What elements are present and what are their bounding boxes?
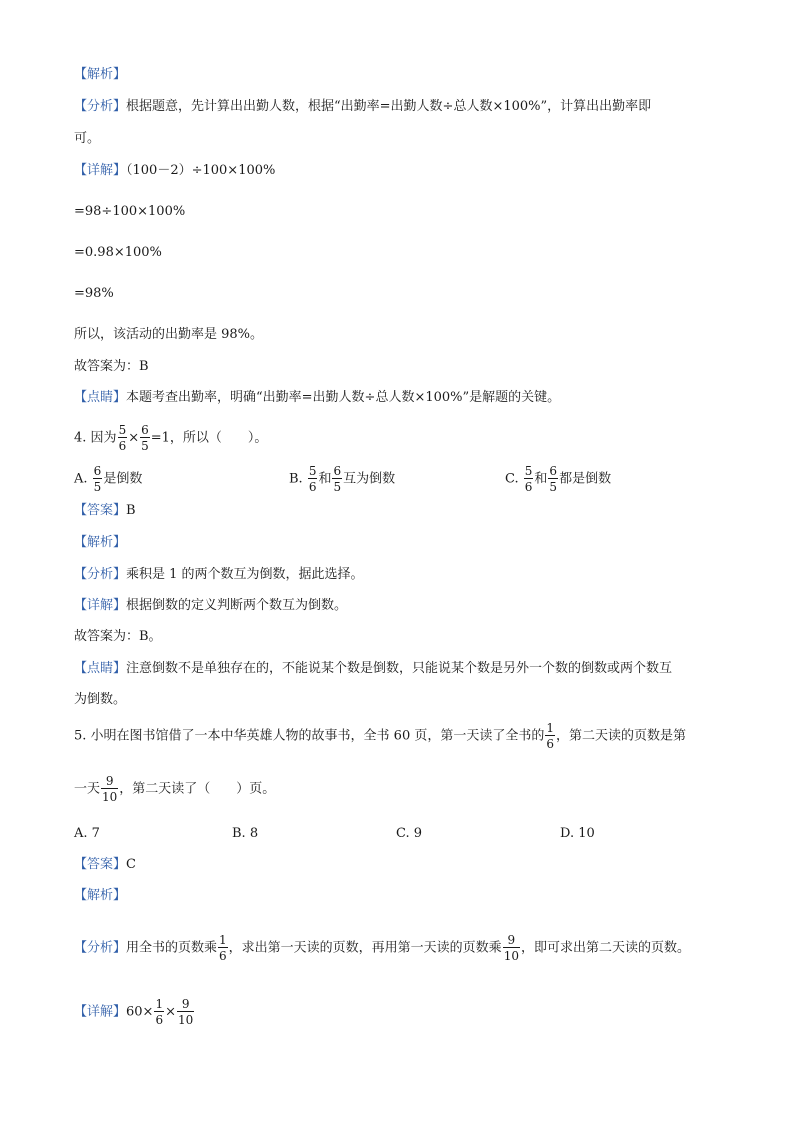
conclusion xyxy=(74,326,263,344)
detail-paragraph xyxy=(74,597,347,615)
denominator: 10 xyxy=(178,1013,194,1027)
fraction xyxy=(140,424,150,452)
calc-step-text: =0.98×100% xyxy=(74,245,162,260)
fraction xyxy=(93,465,103,493)
question-text: ，第二天读了（ ）页。 xyxy=(119,781,276,797)
numerator: 1 xyxy=(155,997,164,1011)
analysis-tag: 【解析】 xyxy=(74,888,127,903)
numerator: 9 xyxy=(503,934,520,948)
key-point-label: 【点睛】 xyxy=(74,390,127,405)
conjunction: 和 xyxy=(534,471,548,487)
key-point-text: 为倒数。 xyxy=(74,692,127,707)
option-label: A. xyxy=(74,471,88,487)
question-text: 小明在图书馆借了一本中华英雄人物的故事书，全书 60 页，第一天读了全书的 xyxy=(90,728,545,744)
calc-step xyxy=(74,203,185,221)
fraction xyxy=(101,775,118,803)
denominator: 6 xyxy=(155,1013,164,1027)
analysis-paragraph xyxy=(74,934,690,962)
detail-text: 根据倒数的定义判断两个数互为倒数。 xyxy=(126,598,348,613)
answer-text: 故答案为：B。 xyxy=(74,629,162,644)
option-c: C. 9 xyxy=(396,826,423,841)
detail-paragraph xyxy=(74,998,195,1026)
question-text: ，第二天读的页数是第 xyxy=(556,728,687,744)
detail-label: 【详解】 xyxy=(74,1004,127,1020)
denominator: 5 xyxy=(549,480,558,494)
question-5-stem-cont xyxy=(74,775,275,803)
analysis-tag: 【解析】 xyxy=(74,535,127,550)
option-d: D. 10 xyxy=(560,826,595,841)
answer-label: 【答案】 xyxy=(74,503,127,518)
fraction xyxy=(524,465,534,493)
numerator: 5 xyxy=(308,464,317,478)
analysis-text: 乘积是 1 的两个数互为倒数，据此选择。 xyxy=(126,567,364,582)
analysis-label: 【分析】 xyxy=(74,567,127,582)
question-text: 一天 xyxy=(74,781,101,797)
fraction xyxy=(154,998,164,1026)
conclusion-text: 所以，该活动的出勤率是 98%。 xyxy=(74,327,264,342)
analysis-text: 根据题意，先计算出出勤人数，根据“出勤率=出勤人数÷总人数×100%”，计算出出勤率即 xyxy=(126,99,652,114)
denominator: 5 xyxy=(93,480,102,494)
question-5-stem xyxy=(74,722,686,750)
detail-paragraph xyxy=(74,162,275,180)
analysis-text: 可。 xyxy=(74,131,101,146)
option-a: A. 7 xyxy=(74,826,100,841)
option-b: B. 8 xyxy=(232,826,259,841)
question-number: 5. xyxy=(74,728,87,744)
key-point xyxy=(74,389,560,407)
question-text: =1，所以（ ）。 xyxy=(150,430,268,446)
question-text: 因为 xyxy=(90,430,117,446)
numerator: 9 xyxy=(101,775,118,789)
analysis-text: ，求出第一天读的页数，再用第一天读的页数乘 xyxy=(228,940,502,956)
fraction xyxy=(118,424,128,452)
fraction xyxy=(308,465,318,493)
numerator: 6 xyxy=(549,464,558,478)
analysis-text: 用全书的页数乘 xyxy=(126,940,218,956)
calc-step-text: =98÷100×100% xyxy=(74,204,186,219)
fraction xyxy=(218,934,228,962)
key-point xyxy=(74,660,672,678)
option-text: 是倒数 xyxy=(103,471,143,487)
numerator: 6 xyxy=(333,464,342,478)
answer-line xyxy=(74,358,149,376)
analysis-paragraph xyxy=(74,98,651,116)
option-a xyxy=(74,465,142,493)
denominator: 6 xyxy=(524,480,533,494)
analysis-text: ，即可求出第二天读的页数。 xyxy=(520,940,690,956)
calc-step xyxy=(74,244,162,262)
analysis-heading xyxy=(74,66,126,84)
analysis-heading xyxy=(74,534,126,552)
detail-text: （100－2）÷100×100% xyxy=(126,163,276,178)
option-b xyxy=(289,465,395,493)
key-point-text: 本题考查出勤率，明确“出勤率=出勤人数÷总人数×100%”是解题的关键。 xyxy=(126,390,561,405)
analysis-heading xyxy=(74,887,126,905)
analysis-label: 【分析】 xyxy=(74,99,127,114)
numerator: 6 xyxy=(141,423,149,437)
fraction xyxy=(548,465,558,493)
calc-step xyxy=(74,285,114,303)
denominator: 5 xyxy=(141,439,149,453)
numerator: 1 xyxy=(546,721,554,735)
denominator: 10 xyxy=(503,949,519,963)
numerator: 5 xyxy=(118,423,127,437)
denominator: 6 xyxy=(118,439,127,453)
numerator: 1 xyxy=(219,933,227,947)
denominator: 6 xyxy=(219,949,227,963)
detail-label: 【详解】 xyxy=(74,598,127,613)
denominator: 6 xyxy=(308,480,317,494)
detail-text: 60× xyxy=(126,1004,154,1020)
fraction xyxy=(332,465,342,493)
option-text: 互为倒数 xyxy=(343,471,396,487)
denominator: 5 xyxy=(333,480,342,494)
answer-line xyxy=(74,628,162,646)
denominator: 6 xyxy=(546,737,554,751)
question-4-stem xyxy=(74,424,267,452)
fraction xyxy=(177,998,194,1026)
calc-step-text: =98% xyxy=(74,286,114,301)
numerator: 9 xyxy=(177,998,194,1012)
option-label: C. xyxy=(505,471,519,487)
answer-heading xyxy=(74,502,136,520)
numerator: 5 xyxy=(524,464,533,478)
detail-label: 【详解】 xyxy=(74,163,127,178)
answer-heading xyxy=(74,856,136,874)
answer-text: 故答案为：B xyxy=(74,359,149,374)
answer-value: C xyxy=(126,857,136,872)
key-point-text: 注意倒数不是单独存在的，不能说某个数是倒数，只能说某个数是另外一个数的倒数或两个数互 xyxy=(126,661,673,676)
denominator: 10 xyxy=(102,790,118,804)
key-point-label: 【点睛】 xyxy=(74,661,127,676)
fraction xyxy=(503,934,520,962)
answer-label: 【答案】 xyxy=(74,857,127,872)
option-text: 都是倒数 xyxy=(559,471,612,487)
times-sign: × xyxy=(165,1004,176,1020)
key-point-cont xyxy=(74,691,126,709)
question-number: 4. xyxy=(74,430,87,446)
analysis-label: 【分析】 xyxy=(74,940,127,956)
numerator: 6 xyxy=(93,464,102,478)
analysis-paragraph xyxy=(74,566,364,584)
analysis-paragraph-cont xyxy=(74,130,100,148)
conjunction: 和 xyxy=(318,471,332,487)
answer-value: B xyxy=(126,503,136,518)
analysis-tag: 【解析】 xyxy=(74,67,127,82)
option-label: B. xyxy=(289,471,303,487)
times-sign: × xyxy=(128,430,140,446)
fraction xyxy=(545,722,555,750)
option-c xyxy=(505,465,611,493)
